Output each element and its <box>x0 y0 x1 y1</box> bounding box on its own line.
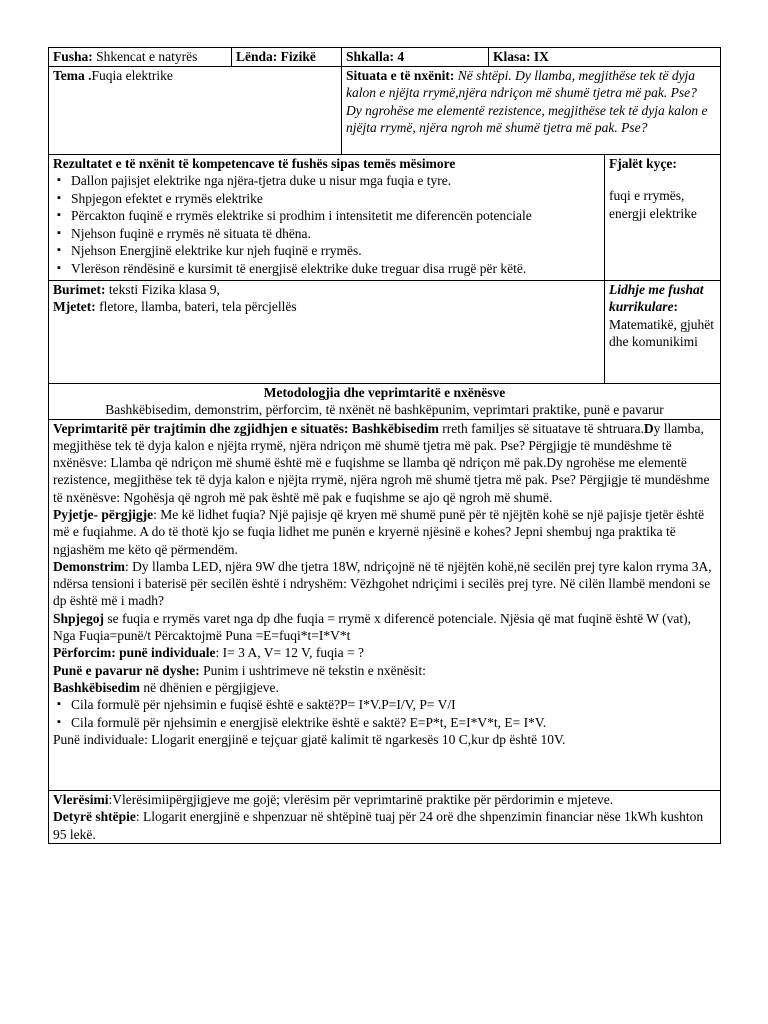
demonstrim-label: Demonstrim <box>53 558 125 574</box>
veprimtari-label: Veprimtaritë për trajtimin dhe zgjidhjen e situatës: Bashkëbisedim <box>53 420 439 436</box>
fusha-value: Shkencat e natyrës <box>92 49 198 64</box>
lesson-plan-table <box>48 47 721 844</box>
metodologjia-text: Bashkëbisedim, demonstrim, përforcim, të nxënët në bashkëpunim, veprimtari praktike, punë e pavarur <box>105 402 664 417</box>
metodologjia-title: Metodologjia dhe veprimtaritë e nxënësve <box>263 384 506 400</box>
lesson-plan <box>48 47 720 844</box>
list-item: ▪ Dallon pajisjet elektrike nga njëra-tjetra duke u nisur mga fuqia e tyre. <box>53 172 600 190</box>
tema-label: Tema . <box>53 67 92 83</box>
pune-dyshe-label: Punë e pavarur në dyshe: <box>53 662 200 678</box>
rezultatet-cell <box>49 154 605 280</box>
pyetje-label: Pyjetje- përgjigje <box>53 506 154 522</box>
burimet-value: teksti Fizika klasa 9, <box>105 281 220 297</box>
veprimtari-cell: Veprimtaritë për trajtimin dhe zgjidhjen e situatës: Bashkëbisedim rreth familjes së situatave të shtruara.Dy llamba, megjithëse tek të dyja kalon e njëjta rrymë, njëra ndriçon më shumë tjetra më pak. Pse? Përgjigje të mundëshme të nxënësve: Llamba që ndriçon më shumë është më e fuqishme se llamba që ndriçon më pak.Dy ngrohëse me elementë rezistence, megjithëse tek të dyja kalon e njëjta rrymë, njëra ngroh më shumë tjetra më pak. Pse? Përgjigje të mundëshme të nxënësve: Ngohësja që ngroh më pak është më pak e fuqishme se ajo që ngroh më shumë. Pyjetje- përgjigje: Me kë lidhet fuqia? Një pajisje që kryen më shumë punë për të njëjtën kohë se një pajisje tjetër është më e fuqiahme. A do të thotë kjo se fuqia lidhet me punën e kryernë njësinë e kohes? Jepni shembuj nga praktika të ngjashëm me këto që përmendëm. Demonstrim: Dy llamba LED, njëra 9W dhe tjetra 18W, ndriçojnë në të njëjtën kohë,në secilën prej tyre kalon rryma 3A, ndërsa tensioni i baterisë për secilën është i ndryshëm: Vëzhgohet ndriçimi i secilës prej tyre. Në cilën llambë mendoni se dp është më i madh? Shpjegoj se fuqia e rrymës varet nga dp dhe fuqia = rrymë x diferencë potenciale. Njësia që mat fuqinë është W (vat), Nga Fuqia=punë/t Përcaktojmë Puna =E=fuqi*t=I*V*t Përforcim: punë individuale: I= 3 A, V= 12 V, fuqia = ? Punë e pavarur në dyshe: Punim i ushtrimeve në tekstin e nxënësit: Bashkëbisedim në dhënien e përgjigjeve. ▪ Cila formulë për njehsimin e fuqisë është e saktë?P= I*V.P=I/V, P= V/I ▪ Cila formulë për njehsimin e energjisë elektrike është e saktë? E=P*t, E=I*V*t, E= I*V. Punë individuale: Llogarit energjinë e tejçuar gjatë kalimit të ngarkesës 10 C,kur dp është 10V. <box>49 419 721 790</box>
fjalet-text: fuqi e rrymës, energji elektrike <box>609 188 697 221</box>
klasa-cell: Klasa: IX <box>489 48 721 67</box>
list-item: ▪ Njehson Energjinë elektrike kur njeh fuqinë e rrymës. <box>53 242 600 260</box>
veprimtari-row <box>49 419 721 790</box>
header-row <box>49 48 721 67</box>
vleresimi-cell <box>49 790 721 844</box>
list-item: ▪ Shpjegon efektet e rrymës elektrike <box>53 190 600 208</box>
metodologjia-cell <box>49 383 721 419</box>
list-item: ▪ Përcakton fuqinë e rrymës elektrike si prodhim i intensitetit me diferencën potenciale <box>53 207 600 225</box>
mjetet-value: fletore, llamba, bateri, tela përcjellës <box>95 299 297 314</box>
rezultatet-list <box>53 172 600 277</box>
pune-individuale-text: Punë individuale: Llogarit energjinë e tejçuar gjatë kalimit të ngarkesës 10 C,kur dp është 10V. <box>53 732 566 748</box>
vleresimi-text: :Vlerësimiipërgjigjeve me gojë; vlerësim për veprimtarinë praktike për përdorimin e mjeteve. <box>108 791 614 807</box>
list-item: ▪ Njehson fuqinë e rrymës në situata të dhëna. <box>53 225 600 243</box>
lidhje-cell <box>605 280 721 383</box>
burimet-label: Burimet: <box>53 281 106 297</box>
rezultatet-title: Rezultatet e të nxënit të kompetencave të fushës sipas temës mësimore <box>53 155 456 171</box>
mjetet-label: Mjetet: <box>53 299 96 314</box>
fusha-cell <box>49 48 232 67</box>
lidhje-title: Lidhje me fushat kurrikulare <box>609 281 704 314</box>
fjalet-title: Fjalët kyçe: <box>609 155 677 171</box>
lidhje-text: Matematikë, gjuhët dhe komunikimi <box>609 316 714 349</box>
rezultatet-row <box>49 154 721 280</box>
burimet-cell <box>49 280 605 383</box>
situata-text: Në shtëpi. Dy llamba, megjithëse tek të dyja kalon e njëjta rrymë,njëra ndriçon më shumë tjetra më pak. Pse? Dy ngrohëse me elementë rezistence, megjithëse tek të dyja kalon e njëjta rrymë, njëra ngroh më shumë tjetra më pak. Pse? <box>346 67 708 135</box>
list-item: ▪ Cila formulë për njehsimin e energjisë elektrike është e saktë? E=P*t, E=I*V*t, E= I*V. <box>53 714 716 732</box>
fjalet-cell <box>605 154 721 280</box>
shkalla-cell: Shkalla: 4 <box>342 48 489 67</box>
lenda-cell: Lënda: Fizikë <box>232 48 342 67</box>
formula-list <box>53 696 716 731</box>
detyre-label: Detyrë shtëpie <box>53 809 136 824</box>
list-item: ▪ Vlerëson rëndësinë e kursimit të energjisë elektrike duke treguar disa rrugë për këtë. <box>53 260 600 278</box>
list-item: ▪ Cila formulë për njehsimin e fuqisë është e saktë?P= I*V.P=I/V, P= V/I <box>53 696 716 714</box>
lidhje-colon: : <box>673 299 679 314</box>
tema-row <box>49 66 721 154</box>
burimet-row <box>49 280 721 383</box>
metodologjia-row <box>49 383 721 419</box>
detyre-text: : Llogarit energjinë e shpenzuar në shtëpinë tuaj për 24 orë dhe shpenzimin financiar nëse 1kWh kushton 95 lekë. <box>53 809 704 842</box>
situata-cell <box>342 66 721 154</box>
bashkebisedim-label: Bashkëbisedim <box>53 679 141 695</box>
tema-value: Fuqia elektrike <box>91 67 173 83</box>
vleresimi-label: Vlerësimi <box>53 791 109 807</box>
vleresimi-row <box>49 790 721 844</box>
fusha-label: Fusha: <box>53 49 93 64</box>
tema-cell <box>49 66 342 154</box>
shpjegoj-label: Shpjegoj <box>53 610 105 626</box>
perforcim-label: Përforcim: punë individuale <box>53 645 216 661</box>
situata-label: Situata e të nxënit: <box>346 67 455 83</box>
